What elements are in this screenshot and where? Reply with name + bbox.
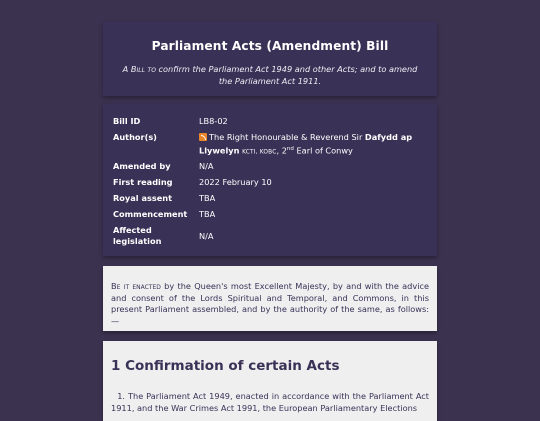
- long-title-bill: Bill: [130, 64, 145, 74]
- item-number: 1.: [117, 391, 125, 401]
- enacting-formula: [103, 266, 437, 331]
- bill-id-label: Bill ID: [113, 116, 141, 126]
- enacting-text: by the Queen's most Excellent Majesty, by and with the advice and consent of the Lords Spiritual and Temporal, and Commons, in this present Parliament assembled, and by the authority of the same, as follows:—: [111, 281, 430, 326]
- long-title-a: A: [122, 64, 131, 74]
- bill-info-table: [103, 104, 437, 256]
- royal-assent-label: Royal assent: [113, 193, 173, 203]
- long-title-rest: confirm the Parliament Act 1949 and other Acts; and to amend the Parliament Act 1911.: [155, 64, 418, 86]
- amended-label: Amended by: [113, 161, 171, 171]
- author-name[interactable]: Dafydd ap Llywelyn: [199, 132, 413, 156]
- section-1: [103, 341, 437, 421]
- long-title-to: to: [144, 64, 156, 74]
- bill-long-title: [119, 64, 421, 87]
- enacting-lead: Be it enacted: [111, 281, 161, 291]
- authors-value: [199, 132, 429, 159]
- author-prefix: The Right Honourable & Reverend Sir: [209, 132, 365, 142]
- bill-id-value: LB8-02: [199, 116, 228, 126]
- author-suffix-sup: nd: [286, 145, 294, 152]
- bill-header: [103, 22, 437, 96]
- author-suffix-b: Earl of Conwy: [293, 145, 353, 156]
- item-text: The Parliament Act 1949, enacted in accordance with the Parliament Act 1911, and the War Crimes Act 1991, the European Parliamentary Elections: [111, 391, 429, 413]
- bill-title: Parliament Acts (Amendment) Bill: [151, 39, 389, 53]
- section-item: [111, 391, 429, 414]
- first-reading-label: First reading: [113, 177, 173, 187]
- amended-value: N/A: [199, 161, 214, 171]
- author-suffix-a: , 2: [276, 145, 287, 156]
- commencement-label: Commencement: [113, 209, 188, 219]
- authors-label: Author(s): [113, 132, 157, 142]
- author-postnominals: KCTI, KOBC: [242, 149, 277, 156]
- first-reading-value: 2022 February 10: [199, 177, 272, 187]
- commencement-value: TBA: [199, 209, 216, 219]
- affected-label: Affected legislation: [113, 225, 162, 246]
- affected-value: N/A: [199, 231, 214, 241]
- royal-assent-value: TBA: [199, 193, 216, 203]
- section-heading: 1 Confirmation of certain Acts: [111, 358, 340, 374]
- rss-icon[interactable]: [199, 133, 207, 141]
